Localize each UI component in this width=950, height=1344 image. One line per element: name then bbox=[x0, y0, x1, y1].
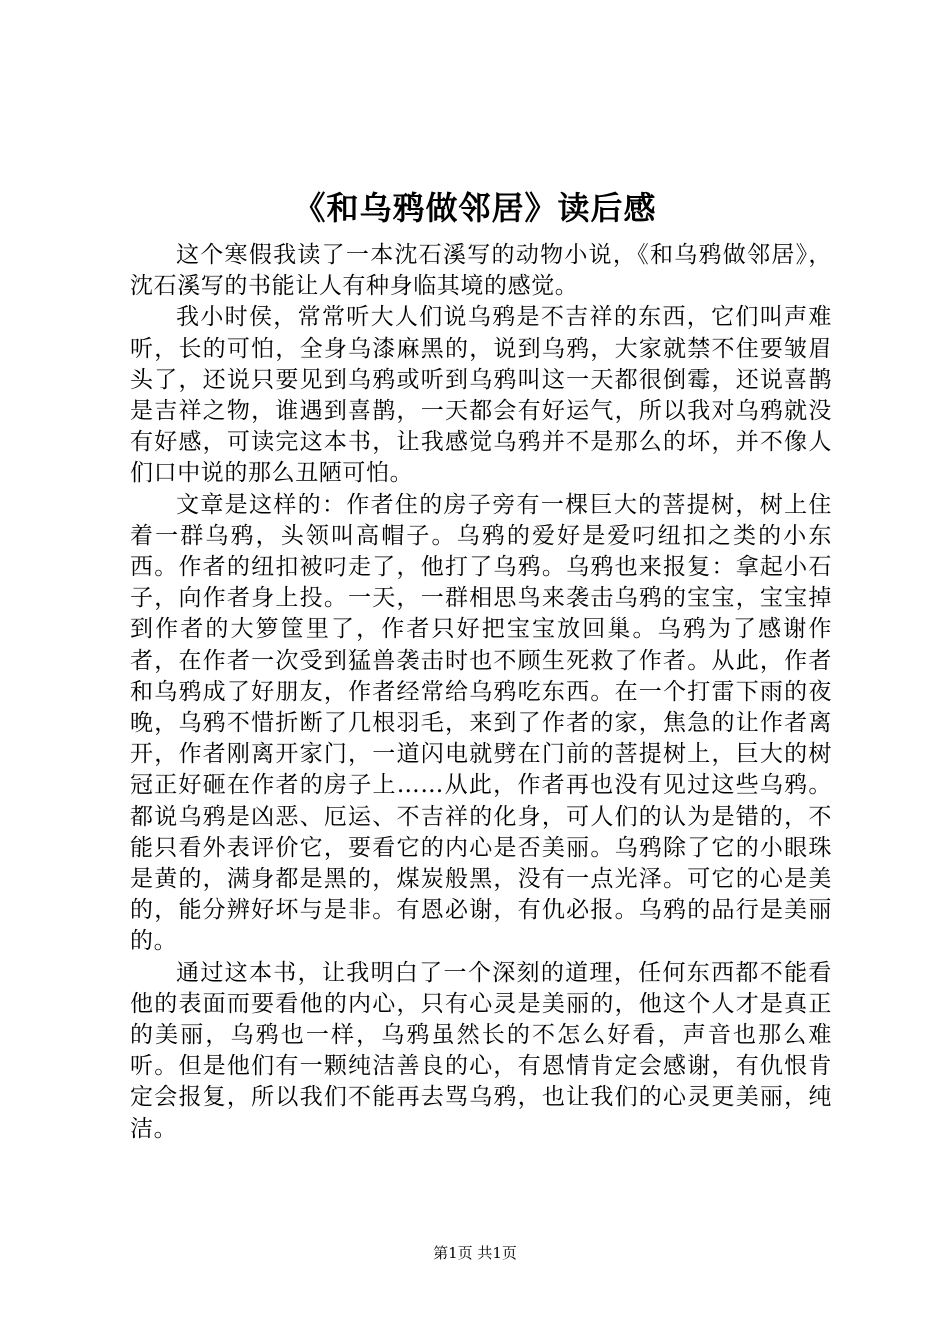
page-number-footer: 第1页 共1页 bbox=[433, 1244, 517, 1262]
document-body bbox=[130, 240, 832, 1145]
paragraph-1: 这个寒假我读了一本沈石溪写的动物小说，《和乌鸦做邻居》，沈石溪写的书能让人有种身临其境的感觉。 bbox=[130, 242, 832, 300]
paragraph-2: 我小时侯，常常听大人们说乌鸦是不吉祥的东西，它们叫声难听，长的可怕，全身乌漆麻黑的，说到乌鸦，大家就禁不住要皱眉头了，还说只要见到乌鸦或听到乌鸦叫这一天都很倒霉，还说喜鹊是吉祥之物，谁遇到喜鹊，一天都会有好运气，所以我对乌鸦就没有好感，可读完这本书，让我感觉乌鸦并不是那么的坏，并不像人们口中说的那么丑陋可怕。 bbox=[130, 304, 832, 487]
document-title: 《和乌鸦做邻居》读后感 bbox=[293, 189, 657, 227]
paragraph-3: 文章是这样的：作者住的房子旁有一棵巨大的菩提树，树上住着一群乌鸦，头领叫高帽子。乌鸦的爱好是爱叼纽扣之类的小东西。作者的纽扣被叼走了，他打了乌鸦。乌鸦也来报复：拿起小石子，向作者身上投。一天，一群相思鸟来袭击乌鸦的宝宝，宝宝掉到作者的大箩筐里了，作者只好把宝宝放回巢。乌鸦为了感谢作者，在作者一次受到猛兽袭击时也不顾生死救了作者。从此，作者和乌鸦成了好朋友，作者经常给乌鸦吃东西。在一个打雷下雨的夜晚，乌鸦不惜折断了几根羽毛，来到了作者的家，焦急的让作者离开，作者刚离开家门，一道闪电就劈在门前的菩提树上，巨大的树冠正好砸在作者的房子上……从此，作者再也没有见过这些乌鸦。都说乌鸦是凶恶、厄运、不吉祥的化身，可人们的认为是错的，不能只看外表评价它，要看它的内心是否美丽。乌鸦除了它的小眼珠是黄的，满身都是黑的，煤炭般黑，没有一点光泽。可它的心是美的，能分辨好坏与是非。有恩必谢，有仇必报。乌鸦的品行是美丽的。 bbox=[130, 491, 832, 955]
paragraph-4: 通过这本书，让我明白了一个深刻的道理，任何东西都不能看他的表面而要看他的内心，只有心灵是美丽的，他这个人才是真正的美丽，乌鸦也一样，乌鸦虽然长的不怎么好看，声音也那么难听。但是他们有一颗纯洁善良的心，有恩情肯定会感谢，有仇恨肯定会报复，所以我们不能再去骂乌鸦，也让我们的心灵更美丽，纯洁。 bbox=[130, 959, 832, 1142]
